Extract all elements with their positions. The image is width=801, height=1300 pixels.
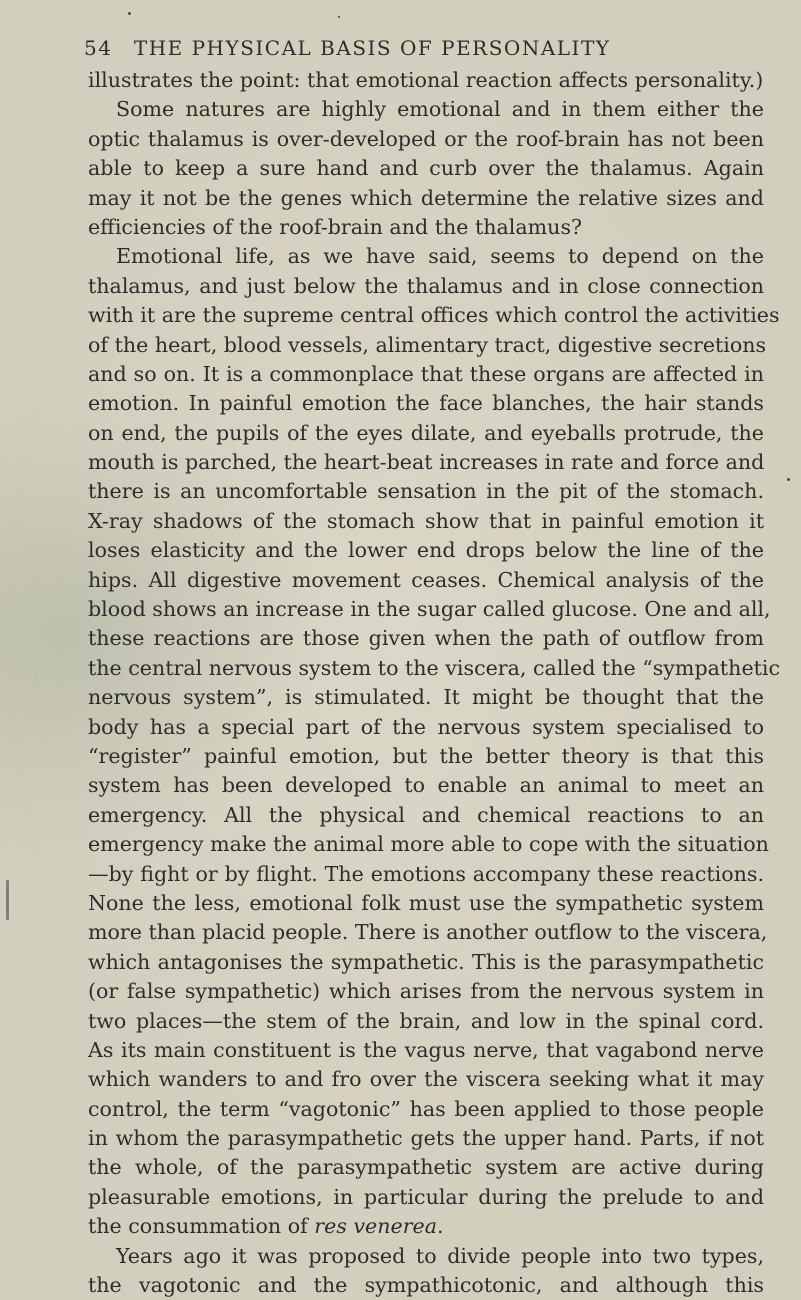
text-line: Years ago it was proposed to divide people into two types, <box>116 1243 764 1268</box>
text-line: there is an uncomfortable sensation in the pit of the stomach. <box>88 479 764 504</box>
text-line: the central nervous system to the viscera, called the “sympathetic <box>88 655 781 680</box>
paper-speck <box>787 478 790 481</box>
paper-speck <box>128 12 131 15</box>
text-line: pleasurable emotions, in particular during the prelude to and <box>88 1184 764 1209</box>
text-line: two places—the stem of the brain, and low in the spinal cord. <box>88 1008 764 1033</box>
text-line: these reactions are those given when the path of outflow from <box>88 626 764 651</box>
text-line: loses elasticity and the lower end drops below the line of the <box>88 538 764 563</box>
body-text <box>88 66 781 1300</box>
text-line: emotion. In painful emotion the face blanches, the hair stands <box>88 391 764 416</box>
text-line: the vagotonic and the sympathicotonic, and although this <box>88 1273 764 1298</box>
page-number: 54 <box>84 36 113 60</box>
text-line: X-ray shadows of the stomach show that in painful emotion it <box>88 508 764 533</box>
paper-speck <box>338 16 340 18</box>
text-line: emergency make the animal more able to cope with the situation <box>88 832 769 857</box>
text-line: with it are the supreme central offices which control the activities <box>88 303 780 328</box>
text-line: body has a special part of the nervous system specialised to <box>88 714 764 739</box>
running-title: THE PHYSICAL BASIS OF PERSONALITY <box>133 36 611 60</box>
text-line: “register” painful emotion, but the better theory is that this <box>88 743 764 768</box>
text-line: optic thalamus is over-developed or the roof-brain has not been <box>88 126 764 151</box>
text-line: the whole, of the parasympathetic system are active during <box>88 1155 764 1180</box>
text-line: able to keep a sure hand and curb over the thalamus. Again <box>88 156 764 181</box>
text-line: As its main constituent is the vagus nerve, that vagabond nerve <box>88 1037 764 1062</box>
text-line: efficiencies of the roof-brain and the thalamus? <box>88 214 583 239</box>
paper-speck <box>6 880 9 920</box>
text-line: and so on. It is a commonplace that these organs are affected in <box>88 361 764 386</box>
text-line: blood shows an increase in the sugar called glucose. One and all, <box>88 597 771 622</box>
text-line: Some natures are highly emotional and in them either the <box>116 97 764 122</box>
text-line: which wanders to and fro over the viscera seeking what it may <box>88 1067 764 1092</box>
text-line: nervous system”, is stimulated. It might be thought that the <box>88 685 764 710</box>
text-line: —by fight or by flight. The emotions accompany these reactions. <box>88 861 764 886</box>
text-line: of the heart, blood vessels, alimentary tract, digestive secretions <box>88 332 767 357</box>
italic-phrase: res venerea <box>314 1214 438 1239</box>
running-header <box>84 36 724 66</box>
text-line: (or false sympathetic) which arises from the nervous system in <box>88 979 764 1004</box>
text-line: mouth is parched, the heart-beat increases in rate and force and <box>88 450 765 475</box>
text-line: system has been developed to enable an animal to meet an <box>88 773 764 798</box>
text-line: which antagonises the sympathetic. This is the parasympathetic <box>88 949 764 974</box>
text-line: more than placid people. There is another outflow to the viscera, <box>88 920 768 945</box>
text-line: emergency. All the physical and chemical reactions to an <box>88 802 764 827</box>
text-line: thalamus, and just below the thalamus and in close connection <box>88 273 764 298</box>
text-line: in whom the parasympathetic gets the upper hand. Parts, if not <box>88 1126 764 1151</box>
text-line: the consummation of res venerea. <box>88 1214 444 1239</box>
text-line: hips. All digestive movement ceases. Chemical analysis of the <box>88 567 764 592</box>
text-line: may it not be the genes which determine the relative sizes and <box>88 185 764 210</box>
text-line: illustrates the point: that emotional reaction affects personality.) <box>88 68 764 92</box>
text-line: Emotional life, as we have said, seems to depend on the <box>116 244 764 269</box>
text-line: control, the term “vagotonic” has been applied to those people <box>88 1096 764 1121</box>
text-line: None the less, emotional folk must use the sympathetic system <box>88 890 764 915</box>
text-line: on end, the pupils of the eyes dilate, and eyeballs protrude, the <box>88 420 764 445</box>
